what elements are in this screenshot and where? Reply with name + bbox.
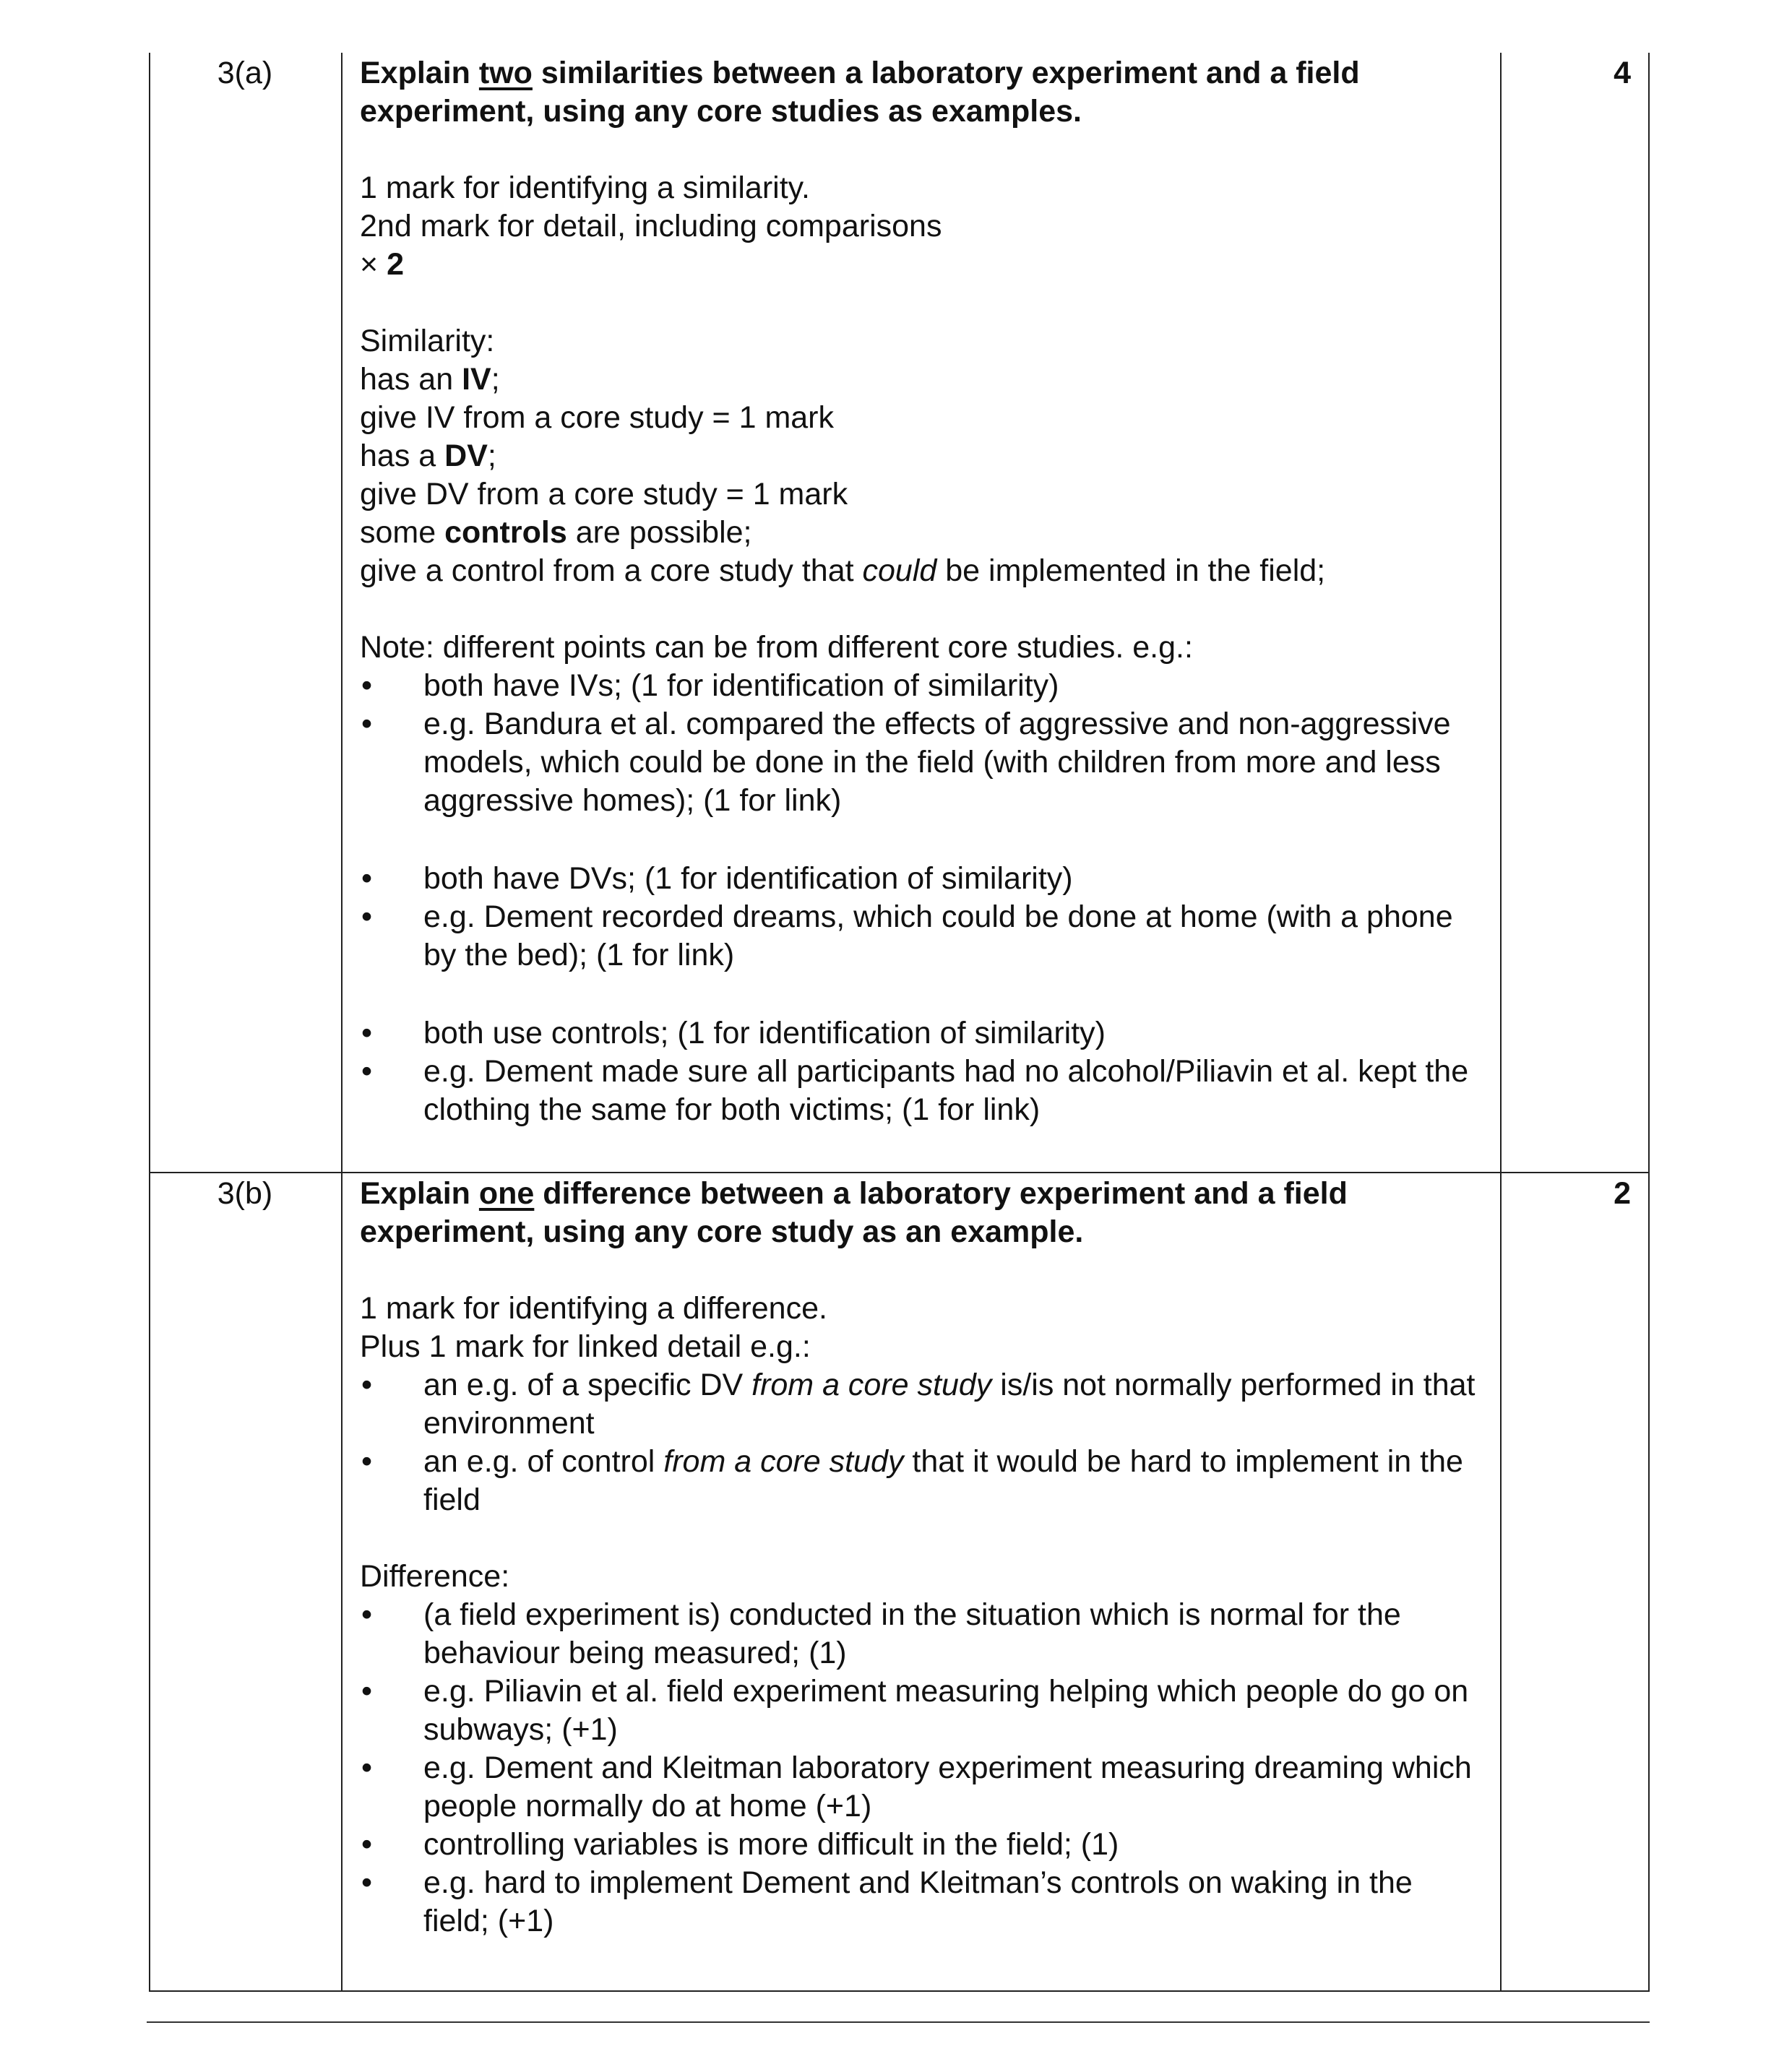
bullet-group-dv: [360, 860, 1486, 975]
difference-bullets: [360, 1596, 1486, 1941]
question-title: Explain one difference between a laboratory experiment and a field experiment, using any core study as an example.: [360, 1176, 1348, 1249]
note-line: Note: different points can be from different core studies. e.g.:: [360, 630, 1193, 665]
similarity-heading: Similarity:: [360, 324, 495, 358]
question-title: Explain two similarities between a laboratory experiment and a field experiment, using any core studies as examples.: [360, 56, 1360, 129]
marks-cell: [1501, 53, 1649, 1173]
marks-cell: [1501, 1173, 1649, 1991]
list-item: • both have DVs; (1 for identification of similarity): [361, 861, 1073, 896]
question-number-cell: [150, 1173, 342, 1991]
emphasis-word: two: [478, 56, 533, 90]
guidance-line: 1 mark for identifying a similarity.: [360, 170, 810, 205]
answer-cell: [342, 1173, 1501, 1991]
marks-value: 4: [1614, 56, 1631, 90]
list-item: • (a field experiment is) conducted in the situation which is normal for the behaviour being measured; (1): [361, 1597, 1401, 1670]
list-item: • e.g. Dement recorded dreams, which could be done at home (with a phone by the bed); (1 for link): [361, 899, 1453, 972]
list-item: • an e.g. of a specific DV from a core study is/is not normally performed in that environment: [361, 1368, 1476, 1441]
difference-heading: Difference:: [360, 1559, 510, 1594]
similarity-dv-give: give DV from a core study = 1 mark: [360, 477, 848, 511]
list-item: • e.g. Bandura et al. compared the effects of aggressive and non-aggressive models, which could be done in the field (with children from more and less aggressive homes); (1 for link): [361, 707, 1451, 818]
question-number-cell: [150, 53, 342, 1173]
question-number: 3(a): [217, 56, 273, 90]
similarity-dv: has a DV;: [360, 439, 496, 473]
question-number: 3(b): [217, 1176, 273, 1211]
list-item: • e.g. Piliavin et al. field experiment measuring helping which people do go on subways; (+1): [361, 1674, 1469, 1747]
bullet-group-iv: [360, 667, 1486, 820]
answer-cell: [342, 53, 1501, 1173]
emphasis-word: one: [478, 1176, 535, 1211]
page-footer-rule: [147, 2021, 1650, 2023]
guidance-line: 2nd mark for detail, including comparisons: [360, 209, 942, 243]
list-item: • e.g. Dement and Kleitman laboratory experiment measuring dreaming which people normally do at home (+1): [361, 1751, 1472, 1823]
times-multiplier: × 2: [360, 247, 404, 282]
guidance-line: 1 mark for identifying a difference.: [360, 1291, 827, 1326]
question-row-3b: [150, 1173, 1649, 1991]
list-item: • both use controls; (1 for identification of similarity): [361, 1016, 1106, 1050]
mark-scheme-table: [149, 53, 1650, 1992]
list-item: • e.g. Dement made sure all participants had no alcohol/Piliavin et al. kept the clothing the same for both victims; (1 for link): [361, 1054, 1469, 1127]
marks-value: 2: [1614, 1176, 1631, 1211]
similarity-iv: has an IV;: [360, 362, 500, 397]
similarity-controls: some controls are possible;: [360, 515, 752, 550]
linked-detail-bullets: [360, 1366, 1486, 1519]
list-item: • controlling variables is more difficult in the field; (1): [361, 1827, 1119, 1862]
bullet-group-controls: [360, 1014, 1486, 1129]
list-item: • an e.g. of control from a core study that it would be hard to implement in the field: [361, 1444, 1463, 1517]
list-item: • both have IVs; (1 for identification of similarity): [361, 668, 1059, 703]
question-row-3a: [150, 53, 1649, 1173]
list-item: • e.g. hard to implement Dement and Kleitman’s controls on waking in the field; (+1): [361, 1865, 1413, 1938]
guidance-line: Plus 1 mark for linked detail e.g.:: [360, 1329, 811, 1364]
similarity-iv-give: give IV from a core study = 1 mark: [360, 400, 835, 435]
similarity-control-give: give a control from a core study that could be implemented in the field;: [360, 553, 1326, 588]
